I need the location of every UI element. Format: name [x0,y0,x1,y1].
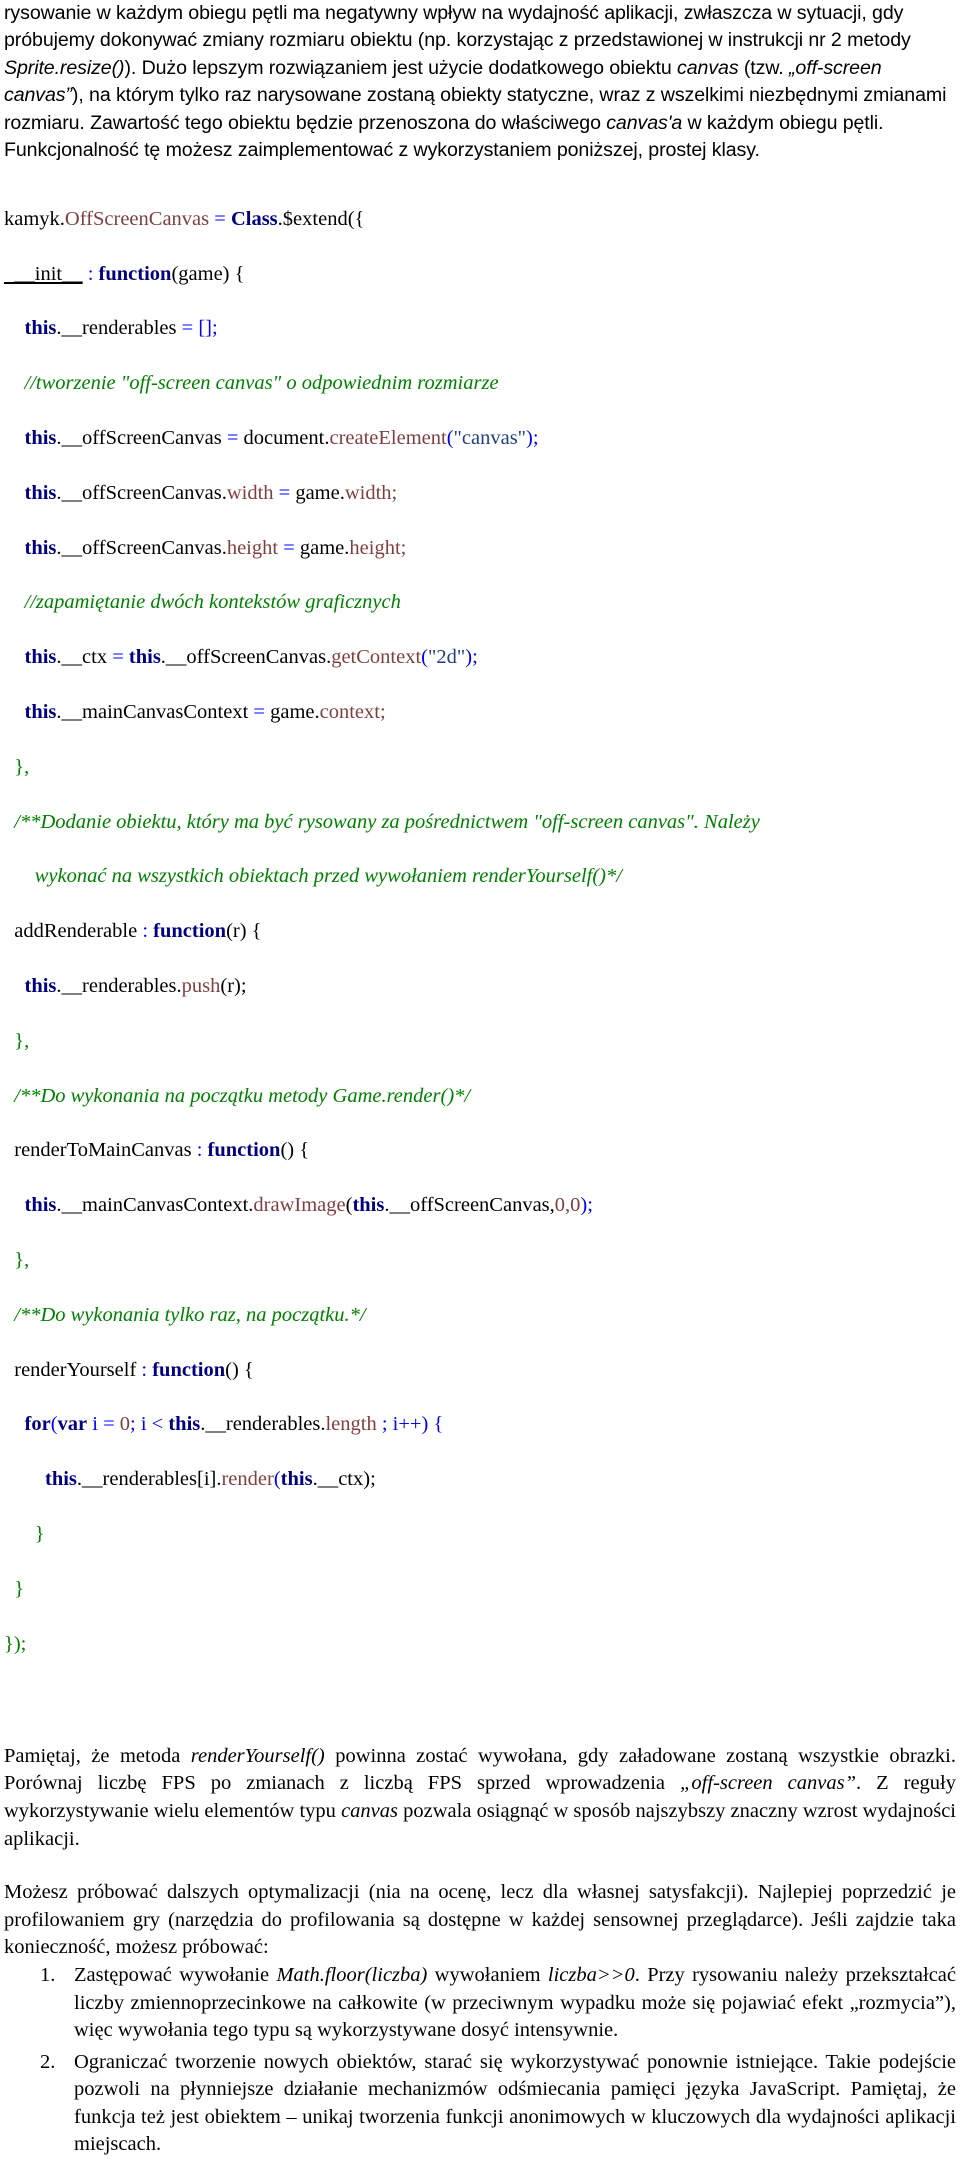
code-token: .__ctx); [312,1468,376,1491]
code-token: .__renderables[i]. [76,1468,222,1491]
code-token: .__mainCanvasContext [56,701,249,724]
list-text: . Przy rysowaniu należy przekształcać liczby zmiennoprzecinkowe na całkowite (w przeciwnym wypadku może się pojawiać efekt „rozmycia”), więc wywołania tego typu są wykorzystywane dosyć intensywnie. [74,1963,956,2042]
code-token: .__renderables [56,317,177,340]
code-token: ( [345,1194,353,1217]
code-token: renderToMainCanvas [4,1139,192,1162]
code-token: .__mainCanvasContext. [56,1194,254,1217]
code-token: ); [526,427,539,450]
code-token: height; [349,536,407,559]
list-text: Zastępować wywołanie [74,1963,277,1986]
code-token: __init__ [4,262,83,285]
code-token: function [153,920,227,943]
paragraph-optimizations: Możesz próbować dalszych optymalizacji (nia na ocenę, lecz dla własnej satysfakcji). Najlepiej poprzedzić je profilowaniem gry (narzędzia do profilowania są dostępne w każdej sensownej przeglądarce). Jeśli zajdzie taka konieczność, możesz próbować: [4,1881,956,1959]
code-token: createElement [329,427,447,450]
code-token: this [24,427,57,450]
code-token: addRenderable [4,920,138,943]
code-line [4,1411,956,1438]
list-number: 1. [40,1963,56,1986]
code-token: .__offScreenCanvas [56,427,222,450]
list-item [4,2049,956,2159]
code-token: = [221,427,244,450]
code-line [4,644,956,671]
code-token: this [24,646,57,669]
paragraph-renderyourself-note [4,1743,956,1853]
term: canvas [341,1799,399,1822]
code-token: ); [465,646,478,669]
intro-term: canvas'a [606,111,683,134]
code-token: .$extend({ [277,207,365,230]
code-token: this [24,481,57,504]
code-listing [4,178,956,1712]
paragraph-text: . Z reguły wykorzystywanie wielu elementów typu [4,1772,956,1822]
code-token: function [98,262,172,285]
intro-text: ), na którym tylko raz narysowane zostaną obiekty statyczne, wraz z wszelkimi niezbędnymi zmianami rozmiaru. Zawartość tego obiektu będzie przenoszona do właściwego [4,84,947,134]
code-token: "canvas" [453,427,527,450]
code-token: height [226,536,279,559]
code-token: 0 [119,1413,131,1436]
code-token: OffScreenCanvas [64,207,210,230]
code-line: } [4,1577,25,1600]
code-token: this [24,536,57,559]
method-name: renderYourself() [190,1744,325,1767]
code-token: function [207,1139,281,1162]
code-token: = [209,207,231,230]
term: „off-screen canvas” [680,1772,856,1795]
code-token: this [24,701,57,724]
code-line [4,973,956,1000]
code-line [4,315,956,342]
code-token: drawImage [253,1194,346,1217]
code-comment: //zapamiętanie dwóch kontekstów graficznych [4,591,401,614]
code-token: : [82,262,99,285]
list-text: wywołaniem [427,1963,548,1986]
code-token: this [45,1468,77,1491]
code-token: this [168,1413,201,1436]
code-token: game. [295,481,345,504]
code-token: "2d" [428,646,466,669]
code-token: for [24,1413,51,1436]
code-token: () { [225,1358,254,1381]
code-line: }, [4,755,30,778]
code-token: ( [50,1413,58,1436]
code-token: this [24,317,57,340]
code-token: .__ctx [56,646,108,669]
code-term: liczba>>0 [547,1963,635,1986]
code-token: .__offScreenCanvas. [56,481,227,504]
code-token: .__offScreenCanvas. [160,646,332,669]
code-token: = [278,536,300,559]
code-token: ( [421,646,428,669]
paragraph-text: Pamiętaj, że metoda [4,1744,191,1767]
code-token: this [24,1194,57,1217]
code-token: var [57,1413,88,1436]
code-token: : [136,1358,153,1381]
code-token: (game) { [171,262,245,285]
code-token: game. [299,536,350,559]
code-token: function [152,1358,226,1381]
intro-method-name: Sprite.resize() [4,56,125,79]
code-line: }); [4,1632,27,1655]
code-token: context; [319,701,386,724]
code-token: this [128,646,161,669]
intro-text: w każdym obiegu pętli. Funkcjonalność tę możesz zaimplementować z wykorzystaniem poniższej, prostej klasy. [4,111,884,162]
code-token: .__renderables. [200,1413,326,1436]
code-comment: /**Do wykonania tylko raz, na początku.*/ [4,1303,366,1326]
code-line [4,1357,956,1384]
code-token: = []; [176,317,218,340]
list-number: 2. [40,2050,56,2073]
code-token: this [24,975,57,997]
code-token: push [181,975,221,997]
intro-text: ). Dużo lepszym rozwiązaniem jest użycie dodatkowego obiektu [124,56,678,79]
code-token: = [248,701,271,724]
code-line [4,535,956,562]
code-line [4,1137,956,1164]
code-token: length [325,1413,377,1436]
code-token: getContext [331,646,422,669]
code-line [4,206,956,233]
intro-text: rysowanie w każdym obiegu pętli ma negatywny wpływ na wydajność aplikacji, zwłaszcza w sytuacji, gdy próbujemy dokonywać zmiany rozmiaru obiektu (np. korzystając z przedstawionej w instrukcji nr 2 metody [4,2,911,52]
code-line [4,1466,956,1493]
code-token: renderYourself [4,1358,137,1381]
code-token: 0,0 [554,1194,581,1217]
code-line: }, [4,1029,30,1052]
code-token: i = [87,1413,120,1436]
code-comment: wykonać na wszystkich obiektach przed wywołaniem renderYourself()*/ [4,865,622,888]
code-token: (r) { [226,920,262,943]
code-token: = [107,646,129,669]
code-line [4,699,956,726]
list-item [4,1962,956,2045]
code-line [4,918,956,945]
code-token: width; [344,481,398,504]
code-token: kamyk. [4,207,65,230]
code-token: ( [273,1468,281,1491]
optimization-list [4,1962,956,2159]
code-comment: /**Do wykonania na początku metody Game.render()*/ [4,1084,471,1107]
code-comment: /**Dodanie obiektu, który ma być rysowany za pośrednictwem "off-screen canvas". Należy [4,810,760,833]
code-token: = [273,481,296,504]
code-token: this [280,1468,313,1491]
code-token: game. [270,701,320,724]
code-token: .__offScreenCanvas, [384,1194,555,1217]
code-token: : [137,920,154,943]
intro-term: canvas [677,56,739,79]
code-line [4,425,956,452]
code-line [4,1192,956,1219]
intro-paragraph [4,0,956,164]
code-token: render [221,1468,274,1491]
code-line [4,261,956,288]
code-token: : [191,1139,208,1162]
code-token: .__renderables. [56,975,182,997]
code-token: ); [580,1194,593,1217]
code-token: ; i < [130,1413,169,1436]
code-term: Math.floor(liczba) [276,1963,428,1986]
code-token: document. [243,427,330,450]
code-token: this [352,1194,385,1217]
code-token: () { [280,1139,310,1162]
code-token: .__offScreenCanvas. [56,536,227,559]
code-token: (r); [220,975,247,997]
code-token: ; i++) { [376,1413,444,1436]
intro-text: (tzw. [738,56,789,79]
intro-term: „off-screen canvas” [4,56,882,107]
list-text: Ograniczać tworzenie nowych obiektów, starać się wykorzystywać ponownie istniejące. Takie podejście pozwoli na płynniejsze działanie mechanizmów odśmiecania pamięci języka JavaScript. Pamiętaj, że funkcja też jest obiektem – unikaj tworzenia funkcji anonimowych w kluczowych dla wydajności aplikacji miejscach. [74,2050,956,2156]
code-token: Class [230,207,278,230]
code-token: ( [446,427,454,450]
code-line: } [4,1522,45,1545]
code-line: }, [4,1248,30,1271]
code-token: width [226,481,274,504]
code-comment: //tworzenie "off-screen canvas" o odpowiednim rozmiarze [4,372,499,395]
paragraph-text: powinna zostać wywołana, gdy załadowane zostaną wszystkie obrazki. Porównaj liczbę FPS po zmianach z liczbą FPS sprzed wprowadzenia [4,1744,956,1795]
paragraph-text: pozwala osiągnąć w sposób najszybszy znaczny wzrost wydajności aplikacji. [4,1799,956,1850]
code-line [4,480,956,507]
